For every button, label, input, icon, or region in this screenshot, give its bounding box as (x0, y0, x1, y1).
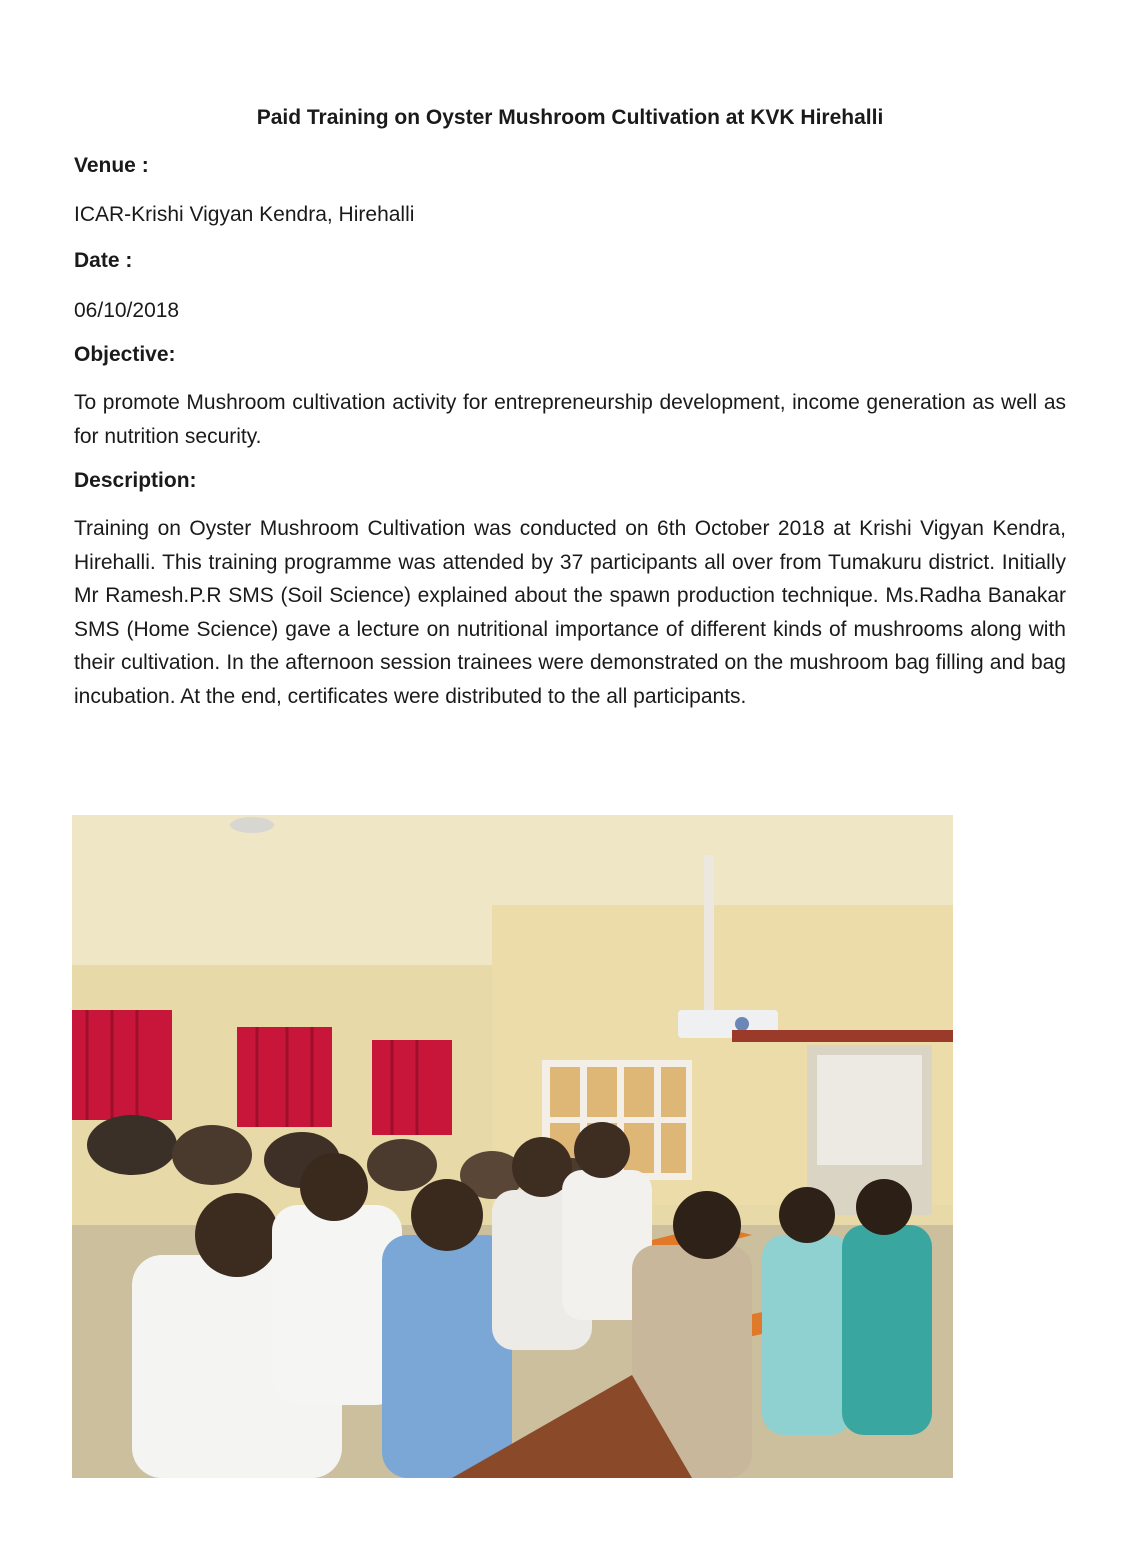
objective-label: Objective: (74, 343, 176, 366)
description-label: Description: (74, 469, 197, 492)
date-value: 06/10/2018 (74, 299, 180, 322)
objective-text: To promote Mushroom cultivation activity for entrepreneurship development, income generation as well as for nutrition security. (74, 391, 1066, 448)
document-title: Paid Training on Oyster Mushroom Cultivation at KVK Hirehalli (256, 106, 884, 129)
date-label: Date : (74, 249, 133, 272)
description-text: Training on Oyster Mushroom Cultivation was conducted on 6th October 2018 at Krishi Vigyan Kendra, Hirehalli. This training programme was attended by 37 participants all over from Tumakuru district. Initially Mr Ramesh.P.R SMS (Soil Science) explained about the spawn production technique. Ms.Radha Banakar SMS (Home Science) gave a lecture on nutritional importance of different kinds of mushrooms along with their cultivation. In the afternoon session trainees were demonstrated on the mushroom bag filling and bag incubation. At the end, certificates were distributed to the all participants. (74, 517, 1066, 708)
venue-label: Venue : (74, 154, 149, 177)
venue-value: ICAR-Krishi Vigyan Kendra, Hirehalli (74, 203, 415, 226)
training-session-photo (72, 815, 953, 1478)
